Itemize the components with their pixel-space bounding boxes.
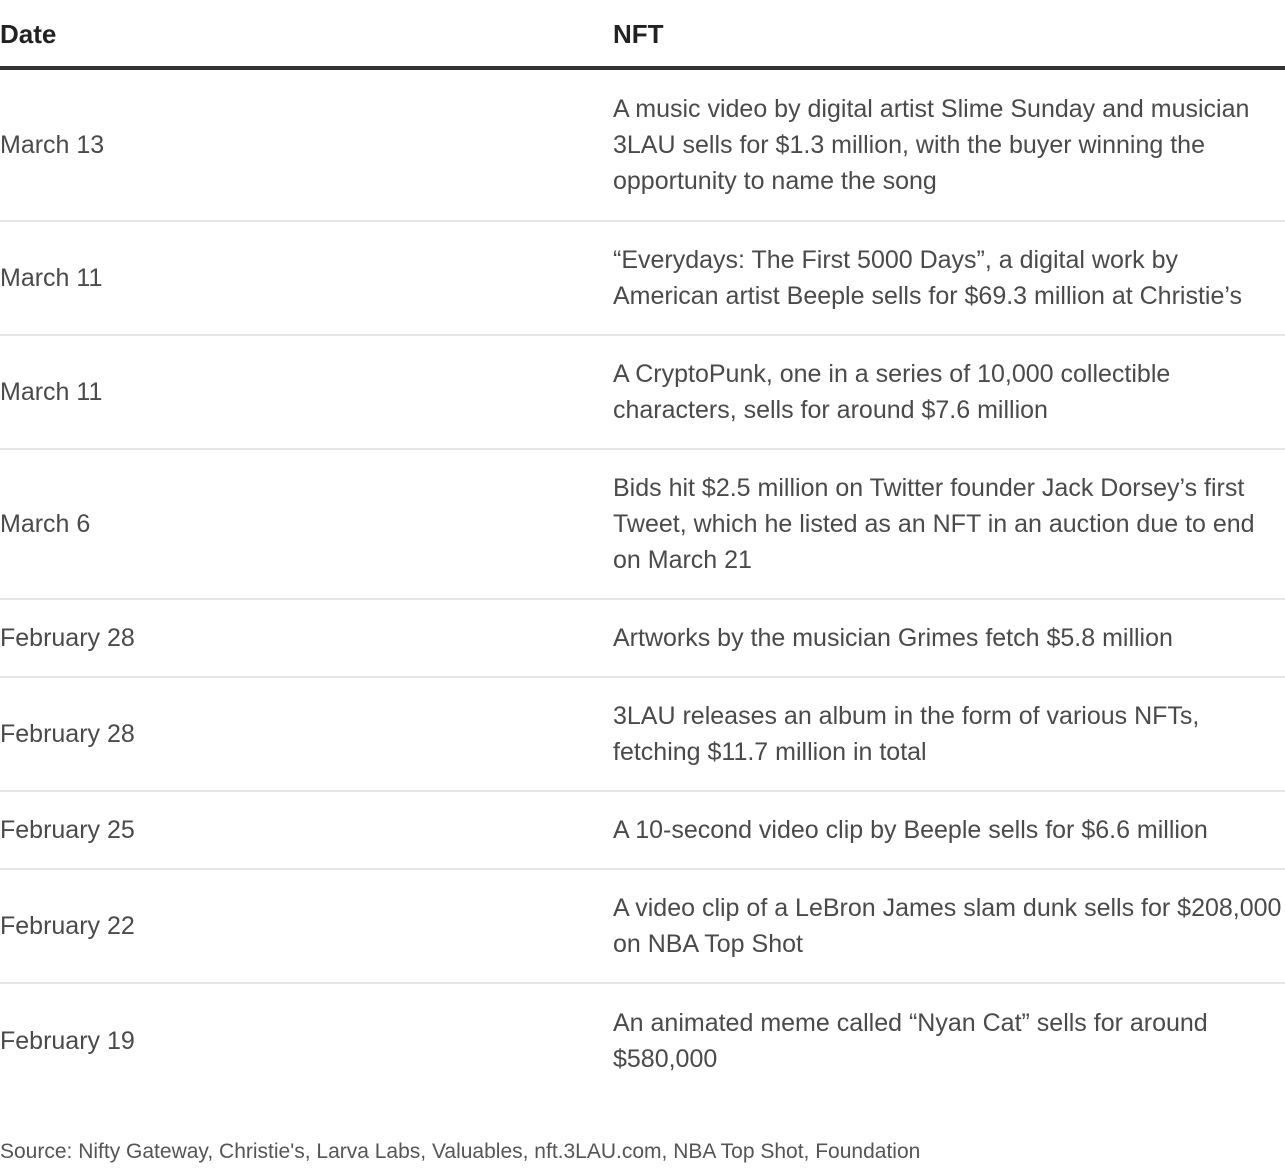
- nft-cell: A 10-second video clip by Beeple sells for $6.6 million: [613, 816, 1208, 844]
- date-cell: March 11: [0, 264, 103, 292]
- table-row: [0, 984, 1285, 1098]
- table-row: [0, 600, 1285, 678]
- table-row: [0, 222, 1285, 336]
- nft-cell: Bids hit $2.5 million on Twitter founder Jack Dorsey’s first Tweet, which he listed as an NFT in an auction due to end on March 21: [613, 474, 1255, 574]
- date-cell: March 6: [0, 510, 91, 538]
- date-cell: February 22: [0, 912, 135, 940]
- table-row: [0, 792, 1285, 870]
- table-row: [0, 678, 1285, 792]
- nft-cell: A music video by digital artist Slime Sunday and musician 3LAU sells for $1.3 million, with the buyer winning the opportunity to name the song: [613, 95, 1250, 195]
- table-row: [0, 870, 1285, 984]
- source-note: Source: Nifty Gateway, Christie's, Larva Labs, Valuables, nft.3LAU.com, NBA Top Shot, Foundation: [0, 1140, 921, 1163]
- table-row: [0, 70, 1285, 222]
- date-cell: February 28: [0, 624, 135, 652]
- nft-cell: Artworks by the musician Grimes fetch $5.8 million: [613, 624, 1173, 652]
- nft-cell: “Everydays: The First 5000 Days”, a digital work by American artist Beeple sells for $69.3 million at Christie’s: [613, 246, 1242, 310]
- table-row: [0, 336, 1285, 450]
- nft-column-header: NFT: [613, 19, 664, 49]
- date-cell: February 28: [0, 720, 135, 748]
- date-cell: March 13: [0, 131, 105, 159]
- date-column-header: Date: [0, 19, 57, 49]
- nft-cell: A video clip of a LeBron James slam dunk sells for $208,000 on NBA Top Shot: [613, 894, 1282, 958]
- nft-cell: An animated meme called “Nyan Cat” sells for around $580,000: [613, 1009, 1208, 1073]
- date-cell: February 25: [0, 816, 135, 844]
- nft-cell: 3LAU releases an album in the form of various NFTs, fetching $11.7 million in total: [613, 702, 1200, 766]
- date-cell: March 11: [0, 378, 103, 406]
- nft-cell: A CryptoPunk, one in a series of 10,000 collectible characters, sells for around $7.6 million: [613, 360, 1171, 424]
- date-cell: February 19: [0, 1027, 135, 1055]
- table-row: [0, 450, 1285, 600]
- table-header: [0, 0, 1285, 70]
